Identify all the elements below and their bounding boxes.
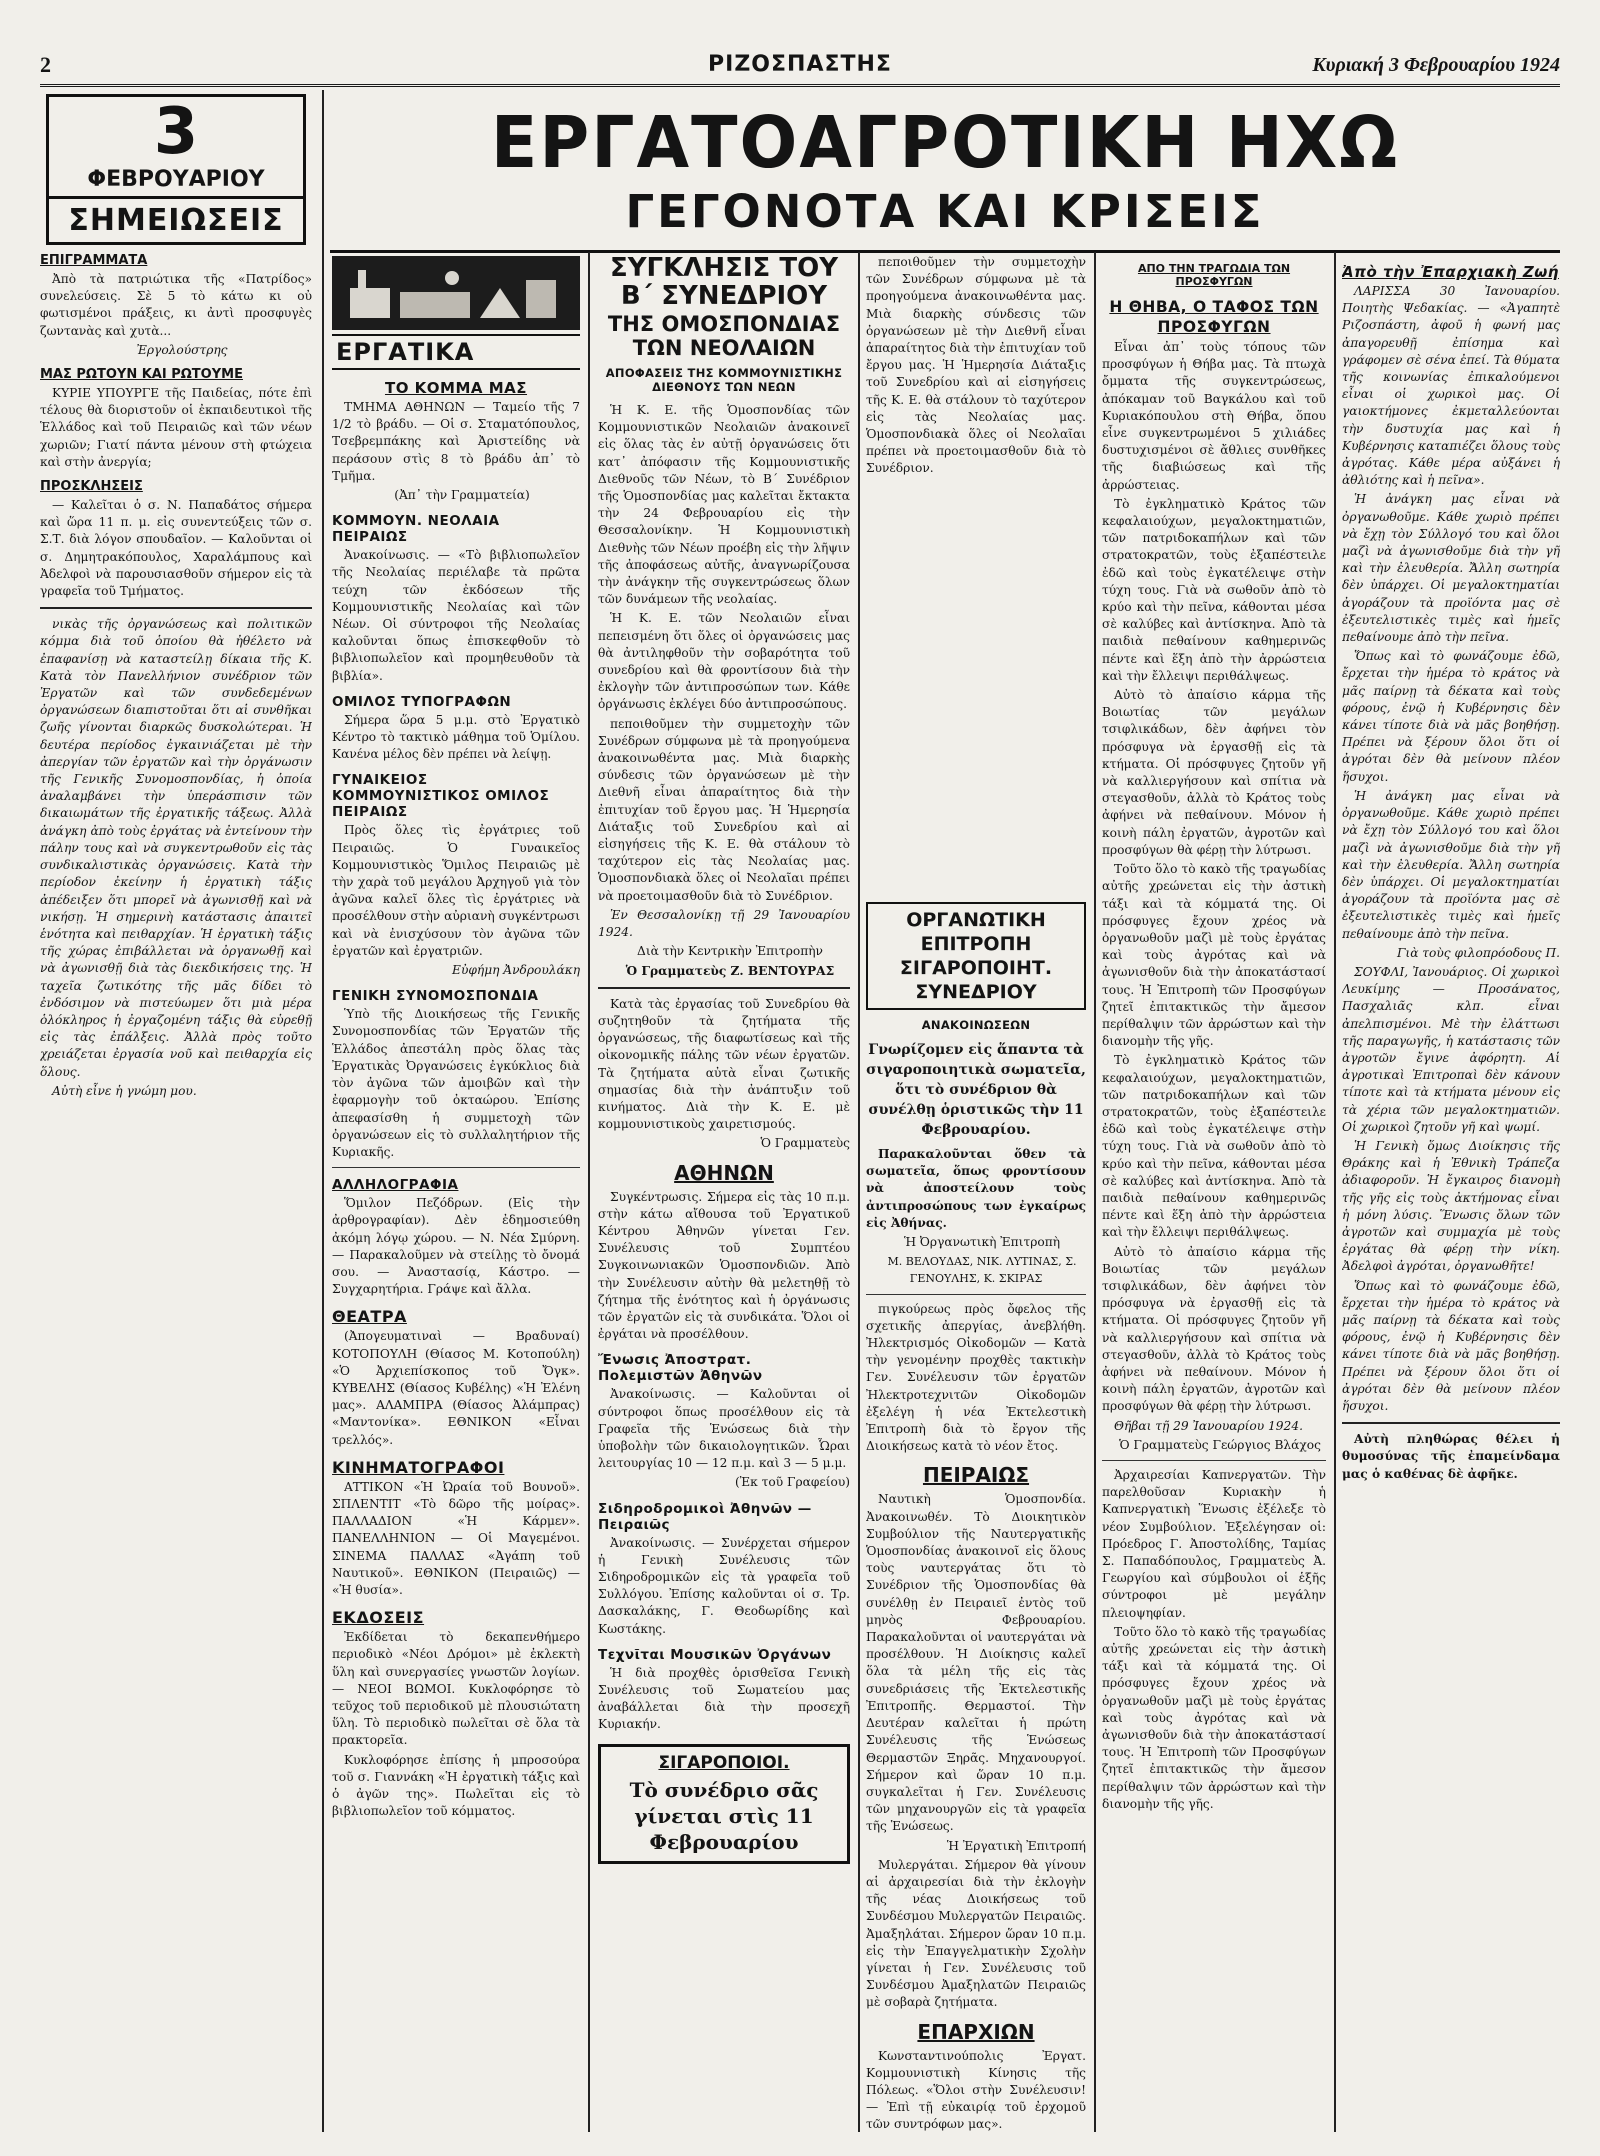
congress-lower-text: Κατὰ τὰς ἐργασίας τοῦ Συνεδρίου θὰ συζητηθοῦν τὰ ζητήματα τῆς ὀργανώσεως, τῆς διαφωτίσεως καὶ τῆς οἰκονομικῆς πάλης τῶν νέων ἐργατῶν. Τὰ ζητήματα αὐτὰ εἶναι ζωτικῆς σημασίας διὰ τὴν ἀνάπτυξιν τοῦ κινήματος. Διὰ τὴν Κ. Ε. μὲ κομμουνιστικοὺς χαιρετισμούς. (598, 996, 850, 1132)
youth-heading: ΚΟΜΜΟΥΝ. ΝΕΟΛΑΙΑ ΠΕΙΡΑΙΩΣ (332, 513, 500, 546)
col1-body: νικὰς τῆς ὀργανώσεως καὶ πολιτικῶν κόμμα διὰ τοῦ ὁποίου θὰ ἠθέλετο νὰ ἐπαφανίσῃ νὰ καταστείλῃ δίκαια τῆς Κ. Κατὰ τὸν Πανελλήνιον συνέδριον τῶν Ἐργατῶν καὶ τῶν συνδεδεμένων ὀργανώσεων διαπιστοῦται ὅτι αἱ συνθῆκαι ζωῆς γίνονται διαρκῶς δυσκολώτεραι. Ἡ δευτέρα περίοδος ἐγκαινιάζεται μὲ τὴν ἀπεργίαν τῶν ἐργατῶν καὶ τὴν ὀργάνωσιν τῆς Γενικῆς Συνομοσπονδίας, ἡ ὁποία ἀναλαμβάνει τὴν ὑπεράσπισιν τῶν δικαιωμάτων τῆς ἐργατικῆς τάξεως. Ἀλλὰ ἀνάγκη ἀπὸ τοὺς ἐργάτας νὰ ἐντείνουν τὴν πάλην τους καὶ νὰ συγκεντρωθοῦν εἰς τὰς συνδικαλιστικὰς ὀργανώσεις. Κατὰ τὴν περίοδον ἐκείνην ἡ ἐργατικὴ τάξις ἀπέδειξεν ὅτι μπορεῖ νὰ ἀγωνισθῇ καὶ νὰ νικήσῃ. Ἡ σημερινὴ κατάστασις ἀπαιτεῖ ἑνότητα καὶ πειθαρχίαν. Ἡ ἐργατικὴ τάξις τῆς χώρας ἐπιβάλλεται νὰ ὀργανωθῇ καὶ νὰ ἀγωνισθῇ διὰ τὰς διεκδικήσεις της. Ἡ ταχεῖα ζωτικότης τῆς μᾶς δίδει τὸ ἐνδόσιμον νὰ πιστεύωμεν ὅτι μιὰ μέρα ὁλόκληρος ἡ ἐργαζομένη τάξις θὰ εὑρεθῇ εἰς τὰς ἐπάλξεις. Ἀλλὰ πρὸς τοῦτο χρειάζεται ἐργασία νοῦ καὶ πειθαρχία εἰς ὅλους. (40, 617, 312, 1079)
veterans-heading: Ἔνωσις Ἀποστρατ. Πολεμιστῶν Ἀθηνῶν (598, 1352, 763, 1385)
committee-names: Μ. ΒΕΛΟΥΔΑΣ, ΝΙΚ. ΛΥΤΙΝΑΣ, Σ. ΓΕΝΟΥΛΗΣ, Κ. ΣΚΙΡΑΣ (887, 1255, 1077, 1286)
divider (332, 1167, 580, 1168)
date-day: 3 (153, 95, 199, 169)
cigar-makers-notice (598, 1744, 850, 1864)
ask-text: ΚΥΡΙΕ ΥΠΟΥΡΓΕ τῆς Παιδείας, πότε ἐπὶ τέλους θὰ διοριστοῦν οἱ ἐκπαιδευτικοὶ τῆς Ἑλλάδος καὶ τοῦ Πειραιῶς καὶ τῶν νέων χωριῶν; Γιατί πάντα μένουν στὴ φτώχεια καὶ στὴν ἀνεργία; (40, 386, 312, 469)
masthead (40, 22, 1560, 87)
provincial-text-b-2: Ἡ ἀνάγκη μας εἶναι νὰ ὀργανωθοῦμε. Κάθε χωριὸ πρέπει νὰ ἔχῃ τὸν Σύλλογό του καὶ ὅλοι μαζὶ νὰ ἀγωνισθοῦμε διὰ τὴν γῆ καὶ τὴν ἐλευθερία. Ἄλλη σωτηρία δὲν ὑπάρχει. Οἱ μεγαλοκτηματίαι ἀγοράζουν τὰ προϊόντα μας σὲ ἐξευτελιστικὲς τιμὲς καὶ ἡμεῖς πεθαίνουμε ἀπὸ τὴν πεῖνα. (1342, 788, 1560, 941)
factory-icon (340, 262, 570, 324)
ask-heading: ΜΑΣ ΡΩΤΟΥΝ ΚΑΙ ΡΩΤΟΥΜΕ (40, 367, 243, 383)
divider (1102, 1460, 1326, 1461)
column-labor (332, 254, 580, 2132)
conf-text: Ὑπὸ τῆς Διοικήσεως τῆς Γενικῆς Συνομοσπονδίας τῶν Ἐργατῶν τῆς Ἑλλάδος ἀπεστάλη πρὸς ὅλας τὰς Ἐργατικὰς Ὀργανώσεις ἐγκύκλιος διὰ τὸν ἀγῶνα τῶν ἀμοιβῶν καὶ τὴν ἐφαρμογὴν τοῦ ὀκταώρου. Ἐπίσης ἀπεφασίσθη ἡ συμμετοχὴ τῶν ὀργανώσεων εἰς τὸ συλλαλητήριον τῆς Κυριακῆς. (332, 1007, 580, 1159)
divider (866, 1294, 1086, 1295)
rail-heading: Σιδηροδρομικοὶ Ἀθηνῶν — Πειραιῶς (598, 1500, 812, 1533)
typo-text: Σήμερα ὥρα 5 μ.μ. στὸ Ἐργατικὸ Κέντρο τὸ τακτικὸ μάθημα τοῦ Ὁμίλου. Κανένα μέλος δὲν πρέπει νὰ λείψῃ. (332, 712, 580, 762)
page-number: 2 (40, 52, 51, 77)
cinema-heading: ΚΙΝΗΜΑΤΟΓΡΑΦΟΙ (332, 1457, 505, 1477)
provincial-text-d: ΣΟΥΦΛΙ, Ἰανουάριος. Οἱ χωρικοὶ Λευκίμης — Προσάνατος, Πασχαλιᾶς κλπ. εἶναι ἀπελπισμένοι. Μὲ τὴν ἐλάττωσι τῆς παραγωγῆς, ἡ κατάστασις τῶν ἀγροτῶν ἔγινε ἀφόρητη. Αἱ ἀγροτικαὶ Ἐπιτροπαὶ δὲν κάνουν τίποτε καὶ τὰ κτήματα μένουν εἰς τὰ χέρια τῶν μεγαλοκτηματιῶν. Οἱ χωρικοὶ ζητοῦν γῆ καὶ ψωμί. (1342, 964, 1560, 1134)
conf-heading: ΓΕΝΙΚΗ ΣΥΝΟΜΟΣΠΟΝΔΙΑ (332, 988, 539, 1005)
provincial-text-c-2: Ὅπως καὶ τὸ φωνάζουμε ἐδῶ, ἔρχεται τὴν ἡμέρα τὸ κράτος νὰ μᾶς παίρνῃ τὰ δέκατα καὶ τοὺς φόρους, ἐνῷ ἡ Κυβέρνησις δὲν κάνει τίποτε διὰ νὰ μᾶς βοηθήσῃ. Πρέπει νὰ ξέρουν ὅλοι ὅτι οἱ ἀγρόται δὲν θὰ μείνουν πλέον ἥσυχοι. (1342, 1278, 1560, 1413)
party-text: ΤΜΗΜΑ ΑΘΗΝΩΝ — Ταμείο τῆς 7 1/2 τὸ βράδυ. — Οἱ σ. Σταματόπουλος, Τσεβρεμπάκης καὶ Ἀριστείδης νὰ περάσουν στὶς 8 τὸ βράδυ ἀπ᾽ τὸ Τμῆμα. (332, 400, 580, 483)
refugee-text-d: Τοῦτο ὅλο τὸ κακὸ τῆς τραγωδίας αὐτῆς χρεώνεται εἰς τὴν ἀστικὴ τάξι καὶ τὰ κόμματά της. Οἱ πρόσφυγες ἔχουν χρέος νὰ ὀργανωθοῦν μαζὶ μὲ τοὺς ἐργάτας καὶ τοὺς ἀγρότας καὶ νὰ ἀγωνισθοῦν διὰ τὴν ἀποκατάστασί τους. Ἡ Ἐπιτροπὴ τῶν Προσφύγων ζητεῖ ἐπιτακτικῶς τὴν ἄμεσον περίθαλψιν τῶν ἀρρώστων καὶ τὴν διανομὴν τῆς γῆς. (1102, 862, 1326, 1049)
provinces-heading: ΕΠΑΡΧΙΩΝ (917, 2019, 1035, 2044)
provincial-text-b: Ἡ ἀνάγκη μας εἶναι νὰ ὀργανωθοῦμε. Κάθε χωριὸ πρέπει νὰ ἔχῃ τὸν Σύλλογό του καὶ ὅλοι μαζὶ νὰ ἀγωνισθοῦμε διὰ τὴν γῆ καὶ τὴν ἐλευθερία. Ἄλλη σωτηρία δὲν ὑπάρχει. Οἱ μεγαλοκτηματίαι ἀγοράζουν τὰ προϊόντα μας σὲ ἐξευτελιστικὲς τιμὲς καὶ ἡμεῖς πεθαίνουμε ἀπὸ τὴν πεῖνα. (1342, 492, 1560, 645)
column-provincial-life (1342, 254, 1560, 2132)
refugee-kicker: ΑΠΟ ΤΗΝ ΤΡΑΓΩΔΙΑ ΤΩΝ ΠΡΟΣΦΥΓΩΝ (1137, 262, 1291, 288)
corr-heading: ΑΛΛΗΛΟΓΡΑΦΙΑ (332, 1177, 459, 1194)
congress-subheading: ΤΗΣ ΟΜΟΣΠΟΝΔΙΑΣ ΤΩΝ ΝΕΟΛΑΙΩΝ (607, 312, 841, 360)
epigrams-signature: Ἐργολούστρης (136, 342, 228, 357)
congress-text-c: πεποιθοῦμεν τὴν συμμετοχὴν τῶν Συνέδρων σύμφωνα μὲ τὰ προηγούμενα ἀνακοινωθέντα μας. Μιὰ διαρκὴς σύνδεσις τῶν ὀργανώσεων μὲ τὴν Διεθνῆ εἶναι ἀπαραίτητος διὰ τὴν ἐπιτυχίαν τοῦ ἔργου μας. Ἡ Ἡμερησία Διάταξις τοῦ Συνεδρίου καὶ αἱ εἰσηγήσεις τῆς Κ. Ε. θὰ στάλουν τὸ ταχύτερον εἰς τὰς Νεολαίας μας. Ὁμοσπονδιακὰ ὅλες οἱ Νεολαῖαι πρέπει νὰ προετοιμασθοῦν διὰ τὸ Συνέδριον. (598, 716, 850, 903)
congress-heading: ΣΥΓΚΛΗΣΙΣ ΤΟΥ Β΄ ΣΥΝΕΔΡΙΟΥ (609, 254, 839, 311)
congress-text-b: Ἡ Κ. Ε. τῶν Νεολαιῶν εἶναι πεπεισμένη ὅτι ὅλες οἱ ὀργανώσεις μας θὰ ἀντιληφθοῦν τὴν σοβαρότητα τοῦ συνεδρίου καὶ θὰ φροντίσουν διὰ τὴν ἐκλογὴν τῶν ἀντιπροσώπων των. Κάθε ὀργάνωσις ἐκλέγει δύο ἀντιπροσώπους. (598, 611, 850, 712)
summons-heading: ΠΡΟΣΚΛΗΣΕΙΣ (40, 479, 143, 495)
column-rule (858, 252, 860, 2132)
column-rule (1334, 252, 1336, 2132)
provinces-text: Κωνσταντινούπολις Ἐργατ. Κομμουνιστικὴ Κίνησις τῆς Πόλεως. «Ὅλοι στὴν Συνέλευσιν! — Ἐπὶ τῇ εὐκαιρίᾳ τοῦ ἐρχομοῦ τῶν συντρόφων μας». (866, 2048, 1086, 2132)
tobacco-text: Ἀρχαιρεσίαι Καπνεργατῶν. Τὴν παρελθοῦσαν Κυριακὴν ἡ Καπνεργατικὴ Ἕνωσις ἐξέλεξε τὸ νέον Συμβούλιον. Ἐξελέγησαν οἱ: Πρόεδρος Γ. Ἀποστολίδης, Ταμίας Σ. Παπαδόπουλος, Γραμματεὺς Ἀ. Γεωργίου καὶ σύμβουλοι οἱ ἑξῆς σύντροφοι μὲ μεγάλην πλειοψηφίαν. (1102, 1468, 1326, 1620)
party-heading: ΤΟ ΚΟΜΜΑ ΜΑΣ (384, 379, 528, 397)
divider (1342, 1422, 1560, 1424)
notice-body: Τὸ συνέδριο σᾶς γίνεται στὶς 11 Φεβρουαρίου (629, 1777, 819, 1854)
typo-heading: ΟΜΙΛΟΣ ΤΥΠΟΓΡΑΦΩΝ (332, 693, 512, 710)
labor-logo (332, 256, 580, 330)
refugee-text-c-2: Αὐτὸ τὸ ἀπαίσιο κάρμα τῆς Βοιωτίας τῶν μεγάλων τσιφλικάδων, δὲν ἀφήνει τὸν πρόσφυγα νὰ ἐργασθῇ εἰς τὰ κτήματα. Οἱ πρόσφυγες ζητοῦν γῆ νὰ καλλιεργήσουν καὶ σπίτια νὰ στεγασθοῦν, ἀλλὰ τὸ Κράτος τοὺς ἀφήνει νὰ πεθαίνουν. Μόνον ἡ κοινὴ πάλη ἐργατῶν, ἀγροτῶν καὶ προσφύγων θὰ φέρῃ τὴν λύτρωσι. (1102, 1244, 1326, 1414)
provincial-text-e: Ἡ Γενικὴ ὅμως Διοίκησις τῆς Θράκης καὶ ἡ Ἐθνικὴ Τράπεζα ἀδιαφοροῦν. Ἡ ἔγκαιρος διανομὴ τῆς γῆς εἰς τοὺς ἀκτήμονας εἶναι ἡ μόνη λύσις. Ἕνωσις ὅλων τῶν ἀγροτῶν καὶ συμμαχία μὲ τοὺς ἐργάτας θὰ φέρῃ τὴν νίκη. Ἀδελφοὶ ἀγρόται, ὀργανωθῆτε! (1342, 1138, 1560, 1274)
refugee-text-a-2: Τὸ ἐγκληματικὸ Κράτος τῶν κεφαλαιούχων, μεγαλοκτηματιῶν, τῶν πατριδοκαπήλων καὶ τῶν στρατοκρατῶν, τοὺς ἐξαπέστειλε ἐδῶ καὶ τοὺς ἐγκατέλειψε στὴν τύχη τους. Γιὰ νὰ σωθοῦν ἀπὸ τὸ κρύο καὶ τὴν πεῖνα, κάθονται μέσα σὲ καλύβες καὶ ἀντίσκηνα. Ἀπὸ τὰ παιδιὰ πεθαίνουν καθημερινῶς πέντε καὶ ἕξη ἀπὸ τὴν ἀρρώστεια καὶ τὴν ἔλλειψι περιθάλψεως. (1102, 1053, 1326, 1240)
date-box (46, 94, 306, 245)
congress-decisions: ΑΠΟΦΑΣΕΙΣ ΤΗΣ ΚΟΜΜΟΥΝΙΣΤΙΚΗΣ ΔΙΕΘΝΟΥΣ ΤΩΝ ΝΕΩΝ (605, 366, 843, 394)
banner-title: ΕΡΓΑΤΟΑΓΡΟΤΙΚΗ ΗΧΩ (490, 102, 1400, 185)
women-heading: ΓΥΝΑΙΚΕΙΟΣ ΚΟΜΜΟΥΝΙΣΤΙΚΟΣ ΟΜΙΛΟΣ ΠΕΙΡΑΙΩΣ (332, 772, 550, 821)
committee-sign: Ἡ Ὀργανωτικὴ Ἐπιτροπὴ (903, 1235, 1061, 1250)
piraeus-text: Ναυτικὴ Ὁμοσπονδία. Ἀνακοινωθέν. Τὸ Διοικητικὸν Συμβούλιον τῆς Ναυτεργατικῆς Ὁμοσπονδίας ἀνακοινοῖ εἰς ὅλους τοὺς ναυτεργάτας ὅτι τὸ Συνέδριον τῆς Ὁμοσπονδίας θὰ συνέλθῃ ἐν Πειραιεῖ ἐντὸς τοῦ μηνὸς Φεβρουαρίου. Παρακαλοῦνται οἱ ναυτεργάται νὰ προσέλθουν. Ἡ Διοίκησις καλεῖ ὅλα τὰ μέλη τῆς εἰς τὰς συνεδριάσεις τῆς Ἐκτελεστικῆς Ἐπιτροπῆς. Θερμαστοί. Τὴν Δευτέραν καλεῖται ἡ πρώτη Συνέλευσις τῆς Ἑνώσεως Θερμαστῶν Ξηρᾶς. Μηχανουργοί. Σήμερον καὶ ὥραν 10 π.μ. συγκαλεῖται ἡ Γεν. Συνέλευσις τῶν μηχανουργῶν εἰς τὰ γραφεῖα τῆς Ἑνώσεως. (866, 1492, 1086, 1834)
epigrams-text: Ἀπὸ τὰ πατριώτικα τῆς «Πατρίδος» συνελεύσεις. Σὲ 5 τὸ κάτω κι οὐ φωτισμένοι πράξεις, κι ἀντὶ προσφυγὲς ζωντανὰς καὶ χυτὰ... (40, 272, 312, 338)
summons-text: — Καλεῖται ὁ σ. Ν. Παπαδάτος σήμερα καὶ ὥρα 11 π. μ. εἰς συνεντεύξεις τῶν σ. Σ.Τ. διὰ λόγον σπουδαῖον. — Καλοῦνται οἱ σ. Δημητρακόπουλος, Χαραλάμπους καὶ Ἀδελφοὶ νὰ παρουσιασθοῦν σήμερον εἰς τὰ γραφεῖα τοῦ Τμήματος. (40, 498, 312, 599)
refugee-text-d-2: Τοῦτο ὅλο τὸ κακὸ τῆς τραγωδίας αὐτῆς χρεώνεται εἰς τὴν ἀστικὴ τάξι καὶ τὰ κόμματά της. Οἱ πρόσφυγες ἔχουν χρέος νὰ ὀργανωθοῦν μαζὶ μὲ τοὺς ἐργάτας καὶ τοὺς ἀγρότας καὶ νὰ ἀγωνισθοῦν διὰ τὴν ἀποκατάστασί τους. Ἡ Ἐπιτροπὴ τῶν Προσφύγων ζητεῖ ἐπιτακτικῶς τὴν ἄμεσον περίθαλψιν τῶν ἀρρώστων καὶ τὴν διανομὴν τῆς γῆς. (1102, 1624, 1326, 1811)
column-unions (866, 254, 1086, 2132)
column-rule (322, 90, 324, 2132)
committee-emphasis: Γνωρίζομεν εἰς ἅπαντα τὰ σιγαροποιητικὰ σωματεῖα, ὅτι τὸ συνέδριον θὰ συνέλθῃ ὁριστικῶς τὴν 11 Φεβρουαρίου. (866, 1042, 1086, 1138)
column-notes (40, 90, 312, 2132)
women-text: Πρὸς ὅλες τὶς ἐργάτριες τοῦ Πειραιῶς. Ὁ Γυναικεῖος Κομμουνιστικὸς Ὅμιλος Πειραιῶς μὲ τὴν χαρὰ τοῦ μεγάλου Ἀρχηγοῦ γιὰ τὸν ἀγῶνα καλεῖ ὅλες τὶς ἐργάτριες νὰ προσέλθουν στὴν αὐριανὴ συγκέντρωσι καὶ νὰ ἐνισχύσουν τὸν ἀγῶνα τῶν ἐργατῶν καὶ ἐργατριῶν. (332, 823, 580, 958)
veterans-sign: (Ἐκ τοῦ Γραφείου) (735, 1475, 850, 1490)
provincial-closing: Αὐτὴ πληθώρας θέλει ἡ θυμοσύνας τῆς ἐπαμείνδαμα μας ὁ καθένας δὲ ἀφῆκε. (1342, 1432, 1560, 1481)
provincial-sign: Γιὰ τοὺς φιλοπρόοδους Π. (1396, 945, 1560, 960)
tech-heading: Τεχνῖται Μουσικῶν Ὀργάνων (598, 1646, 832, 1663)
col1-closing: Αὐτὴ εἶνε ἡ γνώμη μου. (52, 1083, 197, 1098)
athens-heading: ΑΘΗΝΩΝ (674, 1160, 774, 1185)
athens-text: Συγκέντρωσις. Σήμερα εἰς τὰς 10 π.μ. στὴν κάτω αἴθουσα τοῦ Ἐργατικοῦ Κέντρου Ἀθηνῶν γίνεται Γεν. Συνέλευσις τοῦ Συμπτέου Συγκοινωνιακῶν Ὁμοσπονδιῶν. Ἀπὸ τὴν Συνέλευσιν αὐτὴν θὰ μελετηθῇ τὸ ζήτημα τῆς ἑνότητος καὶ ἡ ὀργάνωσις τῶν ἐργατῶν εἰς τὰ συνδικάτα. Ὅλοι οἱ ἐργάται νὰ προσέλθουν. (598, 1189, 850, 1342)
committee-heading: ΟΡΓΑΝΩΤΙΚΗ ΕΠΙΤΡΟΠΗ ΣΙΓΑΡΟΠΟΙΗΤ. ΣΥΝΕΔΡΙΟΥ (866, 902, 1086, 1010)
corr-text: Ὅμιλον Πεζόδρων. (Εἰς τὴν ἀρθρογραφίαν). Δὲν ἐδημοσιεύθη ἀκόμη λόγῳ χώρου. — Ν. Νέα Σμύρνη. — Παρακαλοῦμεν νὰ στείλῃς τὸ ὄνομά σου. — Ἀναστασίᾳ, Κάστρο. — Συγχαρητήρια. Γράψε καὶ ἄλλα. (332, 1196, 580, 1297)
committee-announce: ΑΝΑΚΟΙΝΩΣΕΩΝ (921, 1018, 1031, 1032)
tech-text: Ἡ διὰ προχθὲς ὁρισθεῖσα Γενικὴ Συνέλευσις τοῦ Σωματείου μας ἀναβάλλεται διὰ τὴν προσεχῆ Κυριακήν. (598, 1665, 850, 1732)
epigrams-heading: ΕΠΙΓΡΑΜΜΑΤΑ (40, 253, 148, 268)
rail-text: Ἀνακοίνωσις. — Συνέρχεται σήμερον ἡ Γενικὴ Συνέλευσις τῶν Σιδηροδρομικῶν εἰς τὰ γραφεῖα τοῦ Συλλόγου. Ἐπίσης καλοῦνται οἱ σ. Τρ. Δασκαλάκης, Γ. Θεοδωρίδης καὶ Κωστάκης. (598, 1535, 850, 1636)
congress-sign-name: Ὁ Γραμματεὺς Ζ. ΒΕΝΤΟΥΡΑΣ (625, 963, 835, 978)
column-refugees (1102, 254, 1326, 2132)
piraeus-heading: ΠΕΙΡΑΙΩΣ (922, 1463, 1030, 1488)
youth-text: Ἀνακοίνωσις. — «Τὸ βιβλιοπωλεῖον τῆς Νεολαίας περιέλαβε τὰ πρῶτα τεύχη τῶν ἐκδόσεων τῆς Κομμουνιστικῆς Νεολαίας καὶ τῶν Νέων. Οἱ σύντροφοι τῆς Νεολαίας καλοῦνται ὅπως ἐπισκεφθοῦν τὸ βιβλιοπωλεῖον καὶ προμηθευθοῦν τὰ βιβλία». (332, 548, 580, 683)
refugee-sign-name: Ὁ Γραμματεὺς Γεώργιος Βλάχος (1119, 1437, 1321, 1452)
provincial-heading: Ἀπὸ τὴν Ἐπαρχιακὴ Ζωή (1342, 263, 1559, 281)
theater-heading: ΘΕΑΤΡΑ (332, 1307, 407, 1327)
provincial-text-c: Ὅπως καὶ τὸ φωνάζουμε ἐδῶ, ἔρχεται τὴν ἡμέρα τὸ κράτος νὰ μᾶς παίρνῃ τὰ δέκατα καὶ τοὺς φόρους, ἐνῷ ἡ Κυβέρνησις δὲν κάνει τίποτε διὰ νὰ μᾶς βοηθήσῃ. Πρέπει νὰ ξέρουν ὅλοι ὅτι οἱ ἀγρόται δὲν θὰ μείνουν πλέον ἥσυχοι. (1342, 649, 1560, 784)
divider (598, 987, 850, 989)
paper-name: ΡΙΖΟΣΠΑΣΤΗΣ (708, 52, 892, 77)
piraeus-sign: Ἡ Ἐργατικὴ Ἐπιτροπή (946, 1838, 1086, 1853)
column-youth-congress (598, 254, 850, 2132)
theater-text: (Ἀπογευματιναὶ — Βραδυναί) ΚΟΤΟΠΟΥΛΗ (Θίασος Μ. Κοτοπούλη) «Ὁ Ἀρχιεπίσκοπος τοῦ Ὄγκ». ΚΥΒΕΛΗΣ (Θίασος Κυβέλης) «Ἡ Ἐλένη μας». ΑΛΑΜΠΡΑ (Θίασος Ἀλάμπρας) «Μαντονίκα». ΕΘΝΙΚΟΝ «Εἶναι τρελλός». (332, 1329, 580, 1447)
veterans-text: Ἀνακοίνωσις. — Καλοῦνται οἱ σύντροφοι ὅπως προσέλθουν εἰς τὰ Γραφεῖα τῆς Ἑνώσεως διὰ τὴν ὑποβολὴν τῶν δικαιολογητικῶν. Ὧραι λειτουργίας 10 — 12 π.μ. καὶ 3 — 5 μ.μ. (598, 1387, 850, 1471)
provincial-text-a: ΛΑΡΙΣΣΑ 30 Ἰανουαρίου. Ποιητὴς Ψεδακίας. — «Ἀγαπητὲ Ριζοσπάστη, ἀφοῦ ἡ φωνή μας ἀπαγορευθῇ ἐπίσημα καὶ γράφομεν σὲ σένα ἐπεί. Τὰ θύματα τῆς κοινωνίας ἐπικαλούμενοι εἶναι οἱ χωρικοὶ μας. Οἱ γαιοκτήμονες ἐκμεταλλεύονται τὴν δυστυχία μας καὶ ἡ Κυβέρνησις καταπιέζει ὅλους τοὺς ἀγρότας. Κάθε μέρα αὐξάνει ἡ ἀθλιότης καὶ ἡ πεῖνα». (1342, 284, 1560, 488)
builders-text: Μυλεργάται. Σήμερον θὰ γίνουν αἱ ἀρχαιρεσίαι διὰ τὴν ἐκλογὴν τῆς νέας Διοικήσεως τοῦ Συνδέσμου Μυλεργατῶν Πειραιῶς. Ἀμαξηλάται. Σήμερον ὥραν 10 π.μ. εἰς τὴν Ἐπαγγελματικὴν Σχολὴν γίνεται ἡ Γεν. Συνέλευσις τοῦ Συνδέσμου Ἀμαξηλατῶν Πειραιῶς μὲ σοβαρὰ ζητήματα. (866, 1857, 1086, 2010)
electric-text: πιγκούρεως πρὸς ὄφελος τῆς σχετικῆς ἀπεργίας, ἀνεβλήθη. Ἠλεκτρισμός Οἰκοδομῶν — Κατὰ τὴν γενομένην προχθὲς τακτικὴν Γεν. Συνέλευσιν τῶν ἐργατῶν Ἠλεκτροτεχνιτῶν Οἰκοδομῶν ἐξελέγη ἡ νέα Ἐκτελεστικὴ Ἐπιτροπὴ διὰ τὸ ἔργον τῆς Διοικήσεως κατὰ τὸ νέον ἔτος. (866, 1301, 1086, 1454)
banner-subtitle: ΓΕΓΟΝΟΤΑ ΚΑΙ ΚΡΙΣΕΙΣ (625, 185, 1265, 238)
column-rule (1094, 252, 1096, 2132)
party-sign: (Ἀπ᾽ τὴν Γραμματεία) (394, 488, 530, 503)
divider (40, 607, 312, 609)
pubs-heading: ΕΚΔΟΣΕΙΣ (332, 1608, 425, 1628)
notice-heading: ΣΙΓΑΡΟΠΟΙΟΙ. (658, 1752, 790, 1773)
col4-continuation: πεποιθοῦμεν τὴν συμμετοχὴν τῶν Συνέδρων σύμφωνα μὲ τὰ προηγούμενα ἀνακοινωθέντα μας. Μιὰ διαρκὴς σύνδεσις τῶν ὀργανώσεων μὲ τὴν Διεθνῆ εἶναι ἀπαραίτητος διὰ τὴν ἐπιτυχίαν τοῦ ἔργου μας. Ἡ Ἡμερησία Διάταξις τοῦ Συνεδρίου καὶ αἱ εἰσηγήσεις τῆς Κ. Ε. θὰ στάλουν τὸ ταχύτερον εἰς τὰς Νεολαίας μας. Ὁμοσπονδιακὰ ὅλες οἱ Νεολαῖαι πρέπει νὰ προετοιμασθοῦν διὰ τὸ Συνέδριον. (866, 255, 1086, 476)
congress-lower-sign: Ὁ Γραμματεὺς (760, 1136, 850, 1151)
issue-date: Κυριακή 3 Φεβρουαρίου 1924 (1312, 54, 1560, 76)
refugee-sign-place: Θῆβαι τῇ 29 Ἰανουαρίου 1924. (1114, 1418, 1303, 1433)
pubs-text: Ἐκδίδεται τὸ δεκαπενθήμερο περιοδικὸ «Νέοι Δρόμοι» μὲ ἐκλεκτὴ ὕλη καὶ συνεργασίες γνωστῶν λογίων. — ΝΕΟΙ ΒΩΜΟΙ. Κυκλοφόρησε τὸ τεῦχος τοῦ περιοδικοῦ μὲ πλουσιώτατη ὕλη. Τὸ περιοδικὸ πωλεῖται σὲ ὅλα τὰ πρακτορεῖα. (332, 1630, 580, 1748)
date-month: ΦΕΒΡΟΥΑΡΙΟΥ (87, 167, 265, 192)
refugee-heading: Η ΘΗΒΑ, Ο ΤΑΦΟΣ ΤΩΝ ΠΡΟΣΦΥΓΩΝ (1109, 298, 1319, 336)
column-rule (588, 252, 590, 2132)
labor-label: ΕΡΓΑΤΙΚΑ (332, 334, 580, 370)
congress-text-a: Ἡ Κ. Ε. τῆς Ὁμοσπονδίας τῶν Κομμουνιστικῶν Νεολαιῶν ἀνακοινεῖ εἰς ὅλας τὰς ἐν αὐτῇ ὀργανώσεις ὅτι κατ᾽ ἀπόφασιν τῆς Κομμουνιστικῆς Διεθνοῦς τῶν Νέων, τὸ Β΄ Συνέδριον τῆς Ὁμοσπονδίας μας καλεῖται ἔκτακτα τὴν 24 Φεβρουαρίου εἰς τὴν Θεσσαλονίκην. Ἡ Κομμουνιστικὴ Διεθνὴς τῶν Νέων προέβη εἰς τὴν λῆψιν τῆς ἀποφάσεως αὐτῆς, ἀναγνωρίζουσα τὴν ἀνάγκην τῆς συγκεντρώσεως ὅλων τῶν δυνάμεων τῆς νεολαίας. (598, 403, 850, 607)
cinema-text: ΑΤΤΙΚΟΝ «Ἡ Ὠραία τοῦ Βουνοῦ». ΣΠΛΕΝΤΙΤ «Τὸ δῶρο τῆς μοίρας». ΠΑΛΛΑΔΙΟΝ «Ἡ Κάρμεν». ΠΑΝΕΛΛΗΝΙΟΝ — Οἱ Μαγεμένοι. ΣΙΝΕΜΑ ΠΑΛΛΑΣ «Ἀγάπη τοῦ Ναυτικοῦ». ΕΘΝΙΚΟΝ (Πειραιῶς) — «Ἡ θυσία». (332, 1479, 580, 1597)
women-sign: Εὐφήμη Ἀνδρουλάκη (452, 963, 580, 978)
banner (330, 90, 1560, 253)
refugee-text-a: Εἶναι ἀπ᾽ τοὺς τόπους τῶν προσφύγων ἡ Θήβα μας. Τὰ πτωχὰ ὄμματα τῆς συγκεντρώσεως, ἀπόκαμαν τοῦ Βαγκάλου καὶ τοῦ Κυριακόπουλου στὴ Θήβα, ὅπου εἶνε συγκεντρωμένοι 5 χιλιάδες δυστυχισμένοι σὲ ἄθλιες συνθῆκες τῆς διαβιώσεως καὶ τῆς ἀρρώστειας. (1102, 340, 1326, 492)
congress-sign-place: Ἐν Θεσσαλονίκῃ τῇ 29 Ἰανουαρίου 1924. (598, 907, 850, 940)
refugee-text-c: Αὐτὸ τὸ ἀπαίσιο κάρμα τῆς Βοιωτίας τῶν μεγάλων τσιφλικάδων, δὲν ἀφήνει τὸν πρόσφυγα νὰ ἐργασθῇ εἰς τὰ κτήματα. Οἱ πρόσφυγες ζητοῦν γῆ νὰ καλλιεργήσουν καὶ σπίτια νὰ στεγασθοῦν, ἀλλὰ τὸ Κράτος τοὺς ἀφήνει νὰ πεθαίνουν. Μόνον ἡ κοινὴ πάλη ἐργατῶν, ἀγροτῶν καὶ προσφύγων θὰ φέρῃ τὴν λύτρωσι. (1102, 688, 1326, 857)
congress-sign-body: Διὰ τὴν Κεντρικὴν Ἐπιτροπὴν (637, 944, 823, 959)
committee-body: Παρακαλοῦνται ὅθεν τὰ σωματεῖα, ὅπως φροντίσουν νὰ ἀποστείλουν τοὺς ἀντιπροσώπους των ἐγκαίρως εἰς Ἀθήνας. (866, 1147, 1086, 1230)
refugee-text-b: Τὸ ἐγκληματικὸ Κράτος τῶν κεφαλαιούχων, μεγαλοκτηματιῶν, τῶν πατριδοκαπήλων καὶ τῶν στρατοκρατῶν, τοὺς ἐξαπέστειλε ἐδῶ καὶ τοὺς ἐγκατέλειψε στὴν τύχη τους. Γιὰ νὰ σωθοῦν ἀπὸ τὸ κρύο καὶ τὴν πεῖνα, κάθονται μέσα σὲ καλύβες καὶ ἀντίσκηνα. Ἀπὸ τὰ παιδιὰ πεθαίνουν καθημερινῶς πέντε καὶ ἕξη ἀπὸ τὴν ἀρρώστεια καὶ τὴν ἔλλειψι περιθάλψεως. (1102, 496, 1326, 683)
notes-title: ΣΗΜΕΙΩΣΕΙΣ (49, 196, 303, 242)
pubs-tail: Κυκλοφόρησε ἐπίσης ἡ μπροσούρα τοῦ σ. Γιαννάκη «Ἡ ἐργατικὴ τάξις καὶ ὁ ἀγῶν της». Πωλεῖται εἰς τὸ βιβλιοπωλεῖον τοῦ κόμματος. (332, 1752, 580, 1819)
